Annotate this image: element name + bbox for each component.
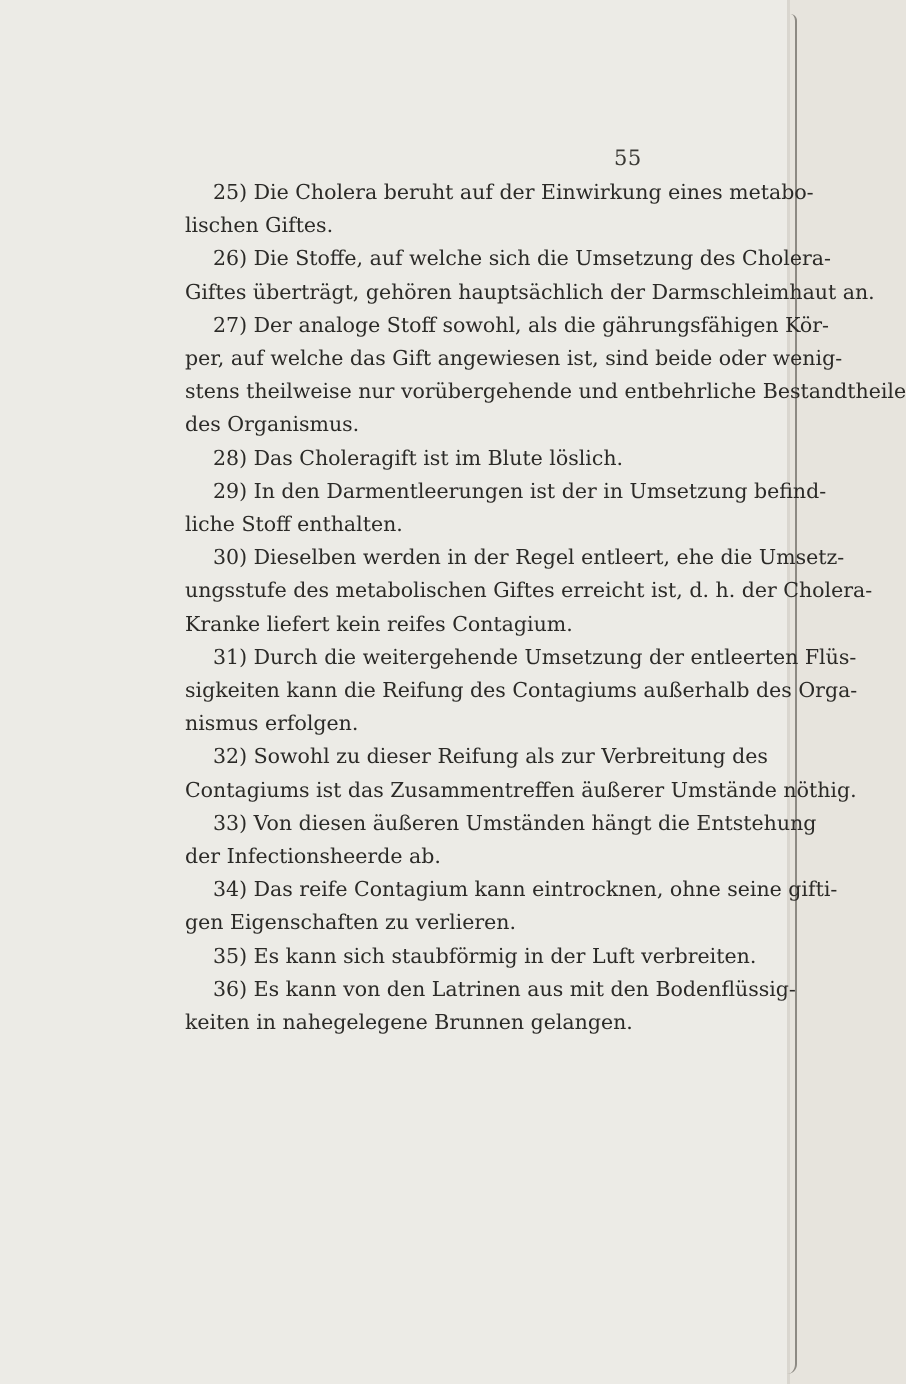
text-line: Kranke liefert kein reifes Contagium. [185, 611, 573, 636]
thesis-item [185, 475, 827, 541]
text-line: 26) Die Stoffe, auf welche sich die Umsetzung des Cholera- [213, 246, 831, 271]
text-line: keiten in nahegelegene Brunnen gelangen. [185, 1010, 633, 1035]
text-line: 36) Es kann von den Latrinen aus mit den Bodenflüssig- [213, 976, 796, 1001]
text-line: 34) Das reife Contagium kann eintrocknen, ohne seine gifti- [213, 877, 838, 902]
thesis-item [185, 807, 817, 873]
page-number: 55 [614, 146, 642, 170]
thesis-item [185, 541, 873, 641]
text-line: 35) Es kann sich staubförmig in der Luft verbreiten. [213, 943, 757, 968]
text-line: lischen Giftes. [185, 213, 334, 238]
text-line: gen Eigenschaften zu verlieren. [185, 910, 516, 935]
text-line: sigkeiten kann die Reifung des Contagiums außerhalb des Orga- [185, 678, 858, 703]
text-line: 28) Das Choleragift ist im Blute löslich. [213, 445, 624, 470]
thesis-item [185, 242, 875, 308]
thesis-item [185, 176, 814, 242]
thesis-item [185, 641, 858, 741]
text-line: 32) Sowohl zu dieser Reifung als zur Verbreitung des [213, 744, 768, 769]
thesis-item [185, 740, 857, 806]
text-line: nismus erfolgen. [185, 711, 359, 736]
text-line: 25) Die Cholera beruht auf der Einwirkung eines metabo- [213, 180, 814, 204]
text-line: 33) Von diesen äußeren Umständen hängt die Entstehung [213, 810, 817, 835]
text-line: ungsstufe des metabolischen Giftes erreicht ist, d. h. der Cholera- [185, 578, 873, 603]
text-line: des Organismus. [185, 412, 360, 437]
text-line: per, auf welche das Gift angewiesen ist, sind beide oder wenig- [185, 346, 843, 371]
text-line: Contagiums ist das Zusammentreffen äußerer Umstände nöthig. [185, 777, 857, 802]
text-line: 29) In den Darmentleerungen ist der in Umsetzung befind- [213, 478, 827, 503]
thesis-item [185, 309, 906, 442]
numbered-theses [185, 176, 906, 1039]
text-line: liche Stoff enthalten. [185, 512, 403, 537]
text-line: der Infectionsheerde ab. [185, 844, 441, 869]
thesis-item [185, 873, 838, 939]
thesis-item [185, 940, 757, 973]
thesis-item [185, 442, 665, 475]
text-line: 30) Dieselben werden in der Regel entleert, ehe die Umsetz- [213, 545, 845, 570]
text-line: 31) Durch die weitergehende Umsetzung der entleerten Flüs- [213, 644, 857, 669]
text-line: stens theilweise nur vorübergehende und entbehrliche Bestandtheile [185, 379, 906, 404]
thesis-item [185, 973, 796, 1039]
text-line: 27) Der analoge Stoff sowohl, als die gährungsfähigen Kör- [213, 312, 829, 337]
text-line: Giftes überträgt, gehören hauptsächlich der Darmschleimhaut an. [185, 279, 875, 304]
